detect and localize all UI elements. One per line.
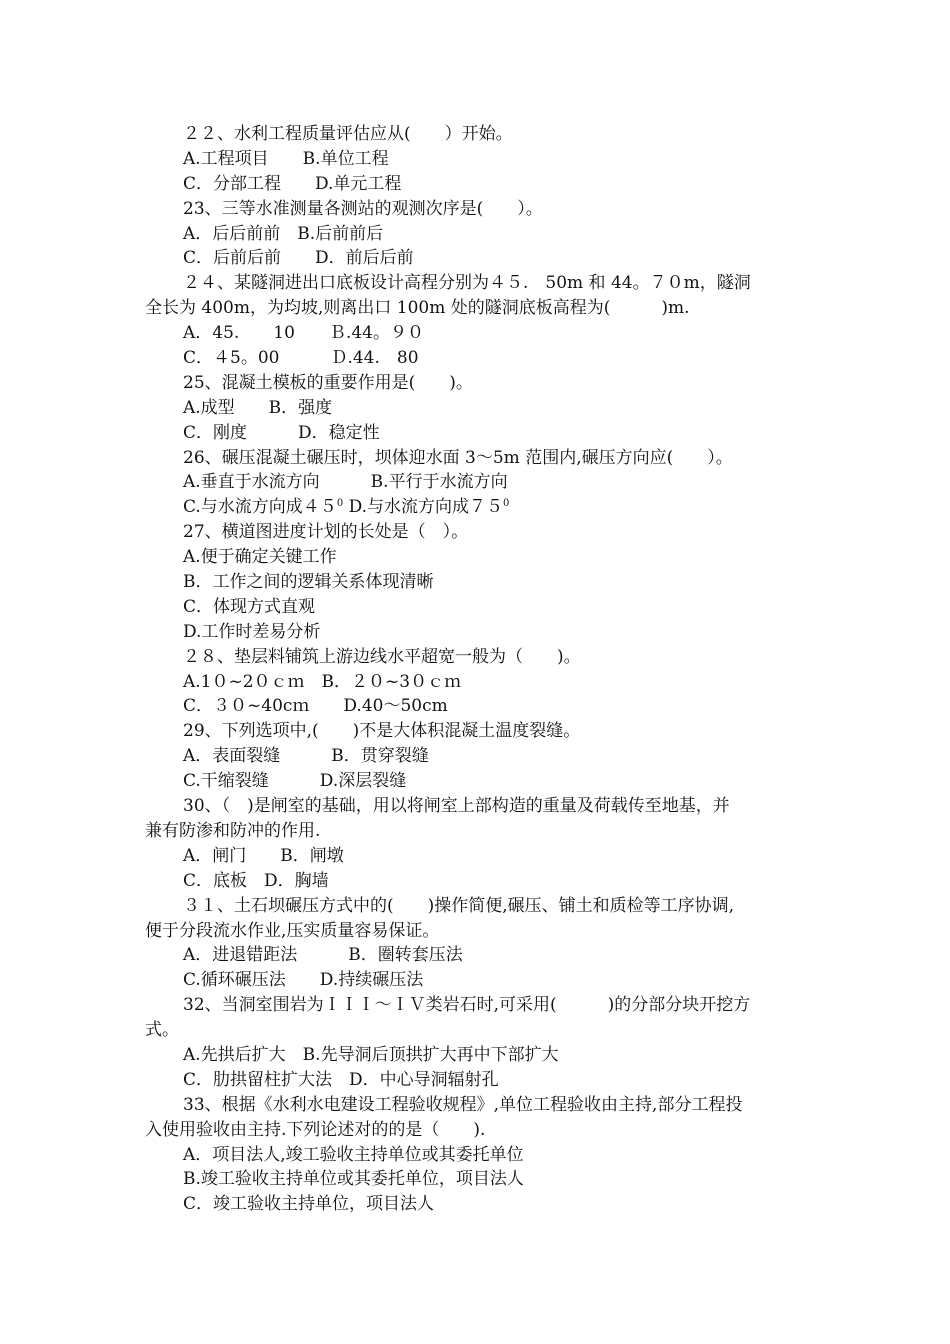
- line-text: A．表面裂缝 B．贯穿裂缝: [183, 746, 429, 767]
- line-text: 29、下列选项中,( )不是大体积混凝土温度裂缝。: [183, 721, 581, 742]
- text-line: [145, 943, 807, 968]
- line-text: A．后后前前 B.后前前后: [183, 223, 384, 244]
- degree-superscript: 0: [503, 498, 510, 510]
- line-text: B．工作之间的逻辑关系体现清晰: [183, 572, 434, 593]
- text-line: [145, 321, 807, 346]
- line-text: A.成型 B．强度: [183, 397, 333, 418]
- line-text: 33、根据《水利水电建设工程验收规程》,单位工程验收由主持,部分工程投: [183, 1094, 743, 1115]
- line-text: A.先拱后扩大 B.先导洞后顶拱扩大再中下部扩大: [183, 1044, 559, 1065]
- text-line: [145, 694, 807, 719]
- line-text: C．３０~40cｍ D.40～50cm: [183, 696, 448, 717]
- line-text: ２８、垫层料铺筑上游边线水平超宽一般为（ )。: [183, 646, 581, 667]
- text-line: [145, 769, 807, 794]
- line-text: 全长为 400m，为均坡,则离出口 100m 处的隧洞底板高程为( )m.: [145, 298, 690, 319]
- text-line: [145, 620, 807, 645]
- line-text: 26、碾压混凝土碾压时，坝体迎水面 3～5m 范围内,碾压方向应( ）。: [183, 447, 733, 468]
- line-text: D.工作时差易分析: [183, 621, 321, 642]
- line-text: 32、当洞室围岩为ＩＩＩ～ＩＶ类岩石时,可采用( )的分部分块开挖方: [183, 995, 751, 1016]
- text-line: [145, 968, 807, 993]
- text-line: [145, 1118, 807, 1143]
- question-list: [145, 122, 807, 1217]
- text-line: [145, 1093, 807, 1118]
- line-text: 23、三等水准测量各测站的观测次序是( ）。: [183, 198, 543, 219]
- text-line: [145, 197, 807, 222]
- text-line: [145, 122, 807, 147]
- text-line: [145, 446, 807, 471]
- text-line: [145, 1143, 807, 1168]
- line-text: 兼有防渗和防冲的作用.: [145, 820, 321, 841]
- text-line: [145, 919, 807, 944]
- text-line: [145, 993, 807, 1018]
- text-line: [145, 645, 807, 670]
- line-text: A．进退错距法 B．圈转套压法: [183, 945, 463, 966]
- line-text: A．项目法人,竣工验收主持单位或其委托单位: [183, 1144, 524, 1165]
- text-line: [145, 869, 807, 894]
- text-line: [145, 520, 807, 545]
- text-line: [145, 296, 807, 321]
- text-line: [145, 670, 807, 695]
- line-text: C．底板 D．胸墙: [183, 870, 329, 891]
- line-text: 便于分段流水作业,压实质量容易保证。: [145, 920, 440, 941]
- text-line: [145, 495, 807, 520]
- text-line: [145, 172, 807, 197]
- degree-superscript: 0: [336, 498, 344, 510]
- line-text: A.1０~2０ｃｍ B．２０~3０ｃｍ: [183, 671, 462, 692]
- text-line: [145, 595, 807, 620]
- line-text: ２２、水利工程质量评估应从( ）开始。: [183, 124, 513, 144]
- text-line: [145, 346, 807, 371]
- line-text: 27、横道图进度计划的长处是（ ）。: [183, 522, 469, 543]
- line-text: A.工程项目 B.单位工程: [183, 148, 389, 169]
- text-line: [145, 421, 807, 446]
- text-line: [145, 246, 807, 271]
- text-line: [145, 1192, 807, 1217]
- line-text-tail: D.与水流方向成７５: [343, 497, 504, 518]
- text-line: [145, 222, 807, 247]
- text-line: [145, 844, 807, 869]
- line-text: 30、（ )是闸室的基础，用以将闸室上部构造的重量及荷载传至地基，并: [183, 796, 730, 817]
- text-line: [145, 1167, 807, 1192]
- line-text: C.干缩裂缝 D.深层裂缝: [183, 771, 407, 792]
- text-line: [145, 894, 807, 919]
- line-text: A．闸门 B．闸墩: [183, 845, 344, 866]
- line-text: C.循环碾压法 D.持续碾压法: [183, 970, 424, 991]
- text-line: [145, 470, 807, 495]
- line-text: C．４5。00 Ｄ.44. 80: [183, 348, 419, 369]
- line-text: C．分部工程 D.单元工程: [183, 173, 402, 194]
- line-text: C．体现方式直观: [183, 596, 316, 617]
- text-line: [145, 570, 807, 595]
- text-line: [145, 1068, 807, 1093]
- text-line: [145, 396, 807, 421]
- line-text: A.便于确定关键工作: [183, 547, 337, 568]
- text-line: [145, 819, 807, 844]
- line-text: A．45. 10 Ｂ.44。９０: [183, 323, 424, 344]
- line-text: 25、混凝土模板的重要作用是( )。: [183, 372, 473, 393]
- line-text: C．后前后前 D．前后后前: [183, 248, 414, 269]
- line-text: C.与水流方向成４５: [183, 497, 337, 518]
- line-text: A.垂直于水流方向 B.平行于水流方向: [183, 472, 508, 493]
- line-text: C．竣工验收主持单位，项目法人: [183, 1194, 435, 1215]
- text-line: [145, 744, 807, 769]
- text-line: [145, 1018, 807, 1043]
- line-text: ２４、某隧洞进出口底板设计高程分别为４５. 50m 和 44。７０m，隧洞: [183, 273, 751, 294]
- line-text: B.竣工验收主持单位或其委托单位，项目法人: [183, 1169, 524, 1190]
- text-line: [145, 545, 807, 570]
- line-text: C．肋拱留柱扩大法 D．中心导洞辐射孔: [183, 1069, 499, 1090]
- text-line: [145, 1043, 807, 1068]
- text-line: [145, 147, 807, 172]
- text-line: [145, 371, 807, 396]
- line-text: C．刚度 D．稳定性: [183, 422, 380, 443]
- line-text: 入使用验收由主持.下列论述对的的是（ ).: [145, 1119, 486, 1140]
- text-line: [145, 794, 807, 819]
- text-line: [145, 719, 807, 744]
- text-line: [145, 271, 807, 296]
- line-text: 式。: [145, 1020, 179, 1041]
- line-text: ３１、土石坝碾压方式中的( )操作简便,碾压、铺土和质检等工序协调,: [183, 895, 735, 916]
